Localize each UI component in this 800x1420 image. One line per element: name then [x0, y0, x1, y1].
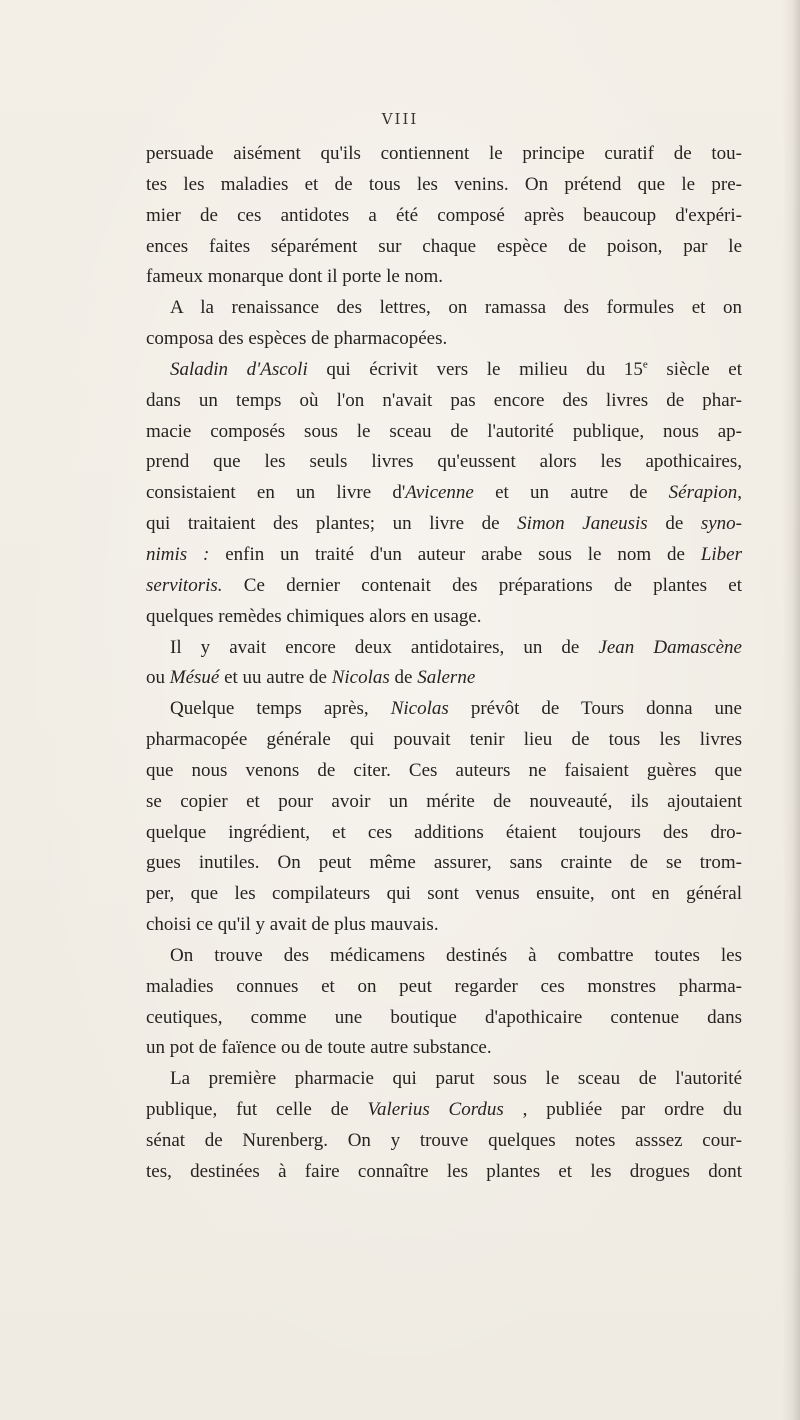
italic-name: Valerius Cordus: [367, 1099, 504, 1121]
text-line: [146, 540, 742, 571]
text-line: pharmacopée générale qui pouvait tenir lieu de tous les livres: [146, 729, 742, 751]
text-line: [146, 663, 742, 694]
text-run: siècle et: [647, 358, 742, 380]
text-line: sénat de Nurenberg. On y trouve quelques notes asssez cour-: [146, 1130, 742, 1151]
text-line: ences faites séparément sur chaque espèce de poison, par le: [146, 235, 742, 257]
text-line: tes, destinées à faire connaître les plantes et les drogues dont: [146, 1160, 742, 1182]
text-line: dans un temps où l'on n'avait pas encore des livres de phar-: [146, 389, 742, 411]
text-run: Ce dernier contenait des préparations de plantes et: [222, 574, 742, 596]
italic-name: Mésué: [169, 667, 220, 689]
text-line: se copier et pour avoir un mérite de nouveauté, ils ajoutaient: [146, 790, 742, 812]
italic-name: Avicenne: [405, 482, 474, 504]
text-run: consistaient en un livre d': [146, 482, 406, 504]
text-line: ceutiques, comme une boutique d'apothicaire contenue dans: [146, 1006, 742, 1028]
text-line: [146, 478, 742, 509]
italic-name: nimis :: [146, 543, 210, 565]
text-run: , publiée par ordre du: [503, 1099, 742, 1121]
text-line: quelques remèdes chimiques alors en usage.: [146, 605, 482, 627]
text-line: [146, 355, 742, 386]
text-line: fameux monarque dont il porte le nom.: [146, 266, 444, 288]
text-line: choisi ce qu'il y avait de plus mauvais.: [146, 914, 439, 936]
text-line: per, que les compilateurs qui sont venus ensuite, ont en général: [146, 883, 742, 905]
text-line: [146, 694, 742, 725]
text-line: On trouve des médicamens destinés à combattre toutes les: [170, 944, 742, 966]
text-run: et uu autre de: [219, 667, 332, 689]
text-line: prend que les seuls livres qu'eussent alors les apothicaires,: [146, 451, 742, 473]
text-run: prévôt de Tours donna une: [448, 698, 742, 720]
text-run: ou: [146, 667, 170, 689]
text-line: maladies connues et on peut regarder ces monstres pharma-: [146, 975, 742, 997]
text-line: macie composés sous le sceau de l'autorité publique, nous ap-: [146, 420, 742, 442]
page-edge-shadow: [782, 0, 800, 1420]
italic-name: Salerne: [417, 667, 476, 689]
text-run: de: [389, 667, 418, 689]
text-run: ,: [737, 482, 742, 504]
italic-name: Sérapion: [668, 482, 738, 504]
text-run: qui écrivit vers le milieu du 15: [307, 358, 643, 380]
italic-name: Saladin d'Ascoli: [170, 358, 308, 380]
body-text: [146, 139, 742, 1188]
italic-name: servitoris.: [146, 574, 223, 596]
text-run: de: [647, 513, 701, 535]
text-run: et un autre de: [473, 482, 669, 504]
text-run: publique, fut celle de: [146, 1099, 368, 1121]
text-run: Il y avait encore deux antidotaires, un de: [170, 636, 599, 658]
page-number: VIII: [381, 110, 419, 128]
text-line: La première pharmacie qui parut sous le sceau de l'autorité: [170, 1068, 742, 1090]
text-line: [146, 571, 742, 602]
italic-name: Nicolas: [331, 667, 390, 689]
italic-name: syno-: [700, 513, 743, 535]
italic-name: Nicolas: [390, 698, 449, 720]
text-line: mier de ces antidotes a été composé après beaucoup d'expéri-: [146, 204, 742, 226]
text-line: [146, 633, 742, 664]
text-line: composa des espèces de pharmacopées.: [146, 328, 448, 350]
text-line: A la renaissance des lettres, on ramassa des formules et on: [170, 297, 742, 319]
text-line: [146, 1095, 742, 1126]
italic-name: Liber: [700, 543, 742, 565]
text-line: un pot de faïence ou de toute autre substance.: [146, 1037, 492, 1059]
text-line: tes les maladies et de tous les venins. On prétend que le pre-: [146, 173, 742, 195]
italic-name: Simon Janeusis: [517, 513, 648, 535]
text-line: que nous venons de citer. Ces auteurs ne faisaient guères que: [146, 759, 742, 781]
text-line: persuade aisément qu'ils contiennent le principe curatif de tou-: [146, 143, 742, 164]
text-line: gues inutiles. On peut même assurer, sans crainte de se trom-: [146, 852, 742, 874]
text-run: Quelque temps après,: [170, 698, 391, 720]
italic-name: Jean Damascène: [598, 636, 742, 658]
text-run: enfin un traité d'un auteur arabe sous le nom de: [209, 543, 701, 565]
text-line: quelque ingrédient, et ces additions étaient toujours des dro-: [146, 821, 742, 843]
superscript: e: [642, 358, 648, 371]
text-run: qui traitaient des plantes; un livre de: [146, 513, 518, 535]
text-line: [146, 509, 742, 540]
